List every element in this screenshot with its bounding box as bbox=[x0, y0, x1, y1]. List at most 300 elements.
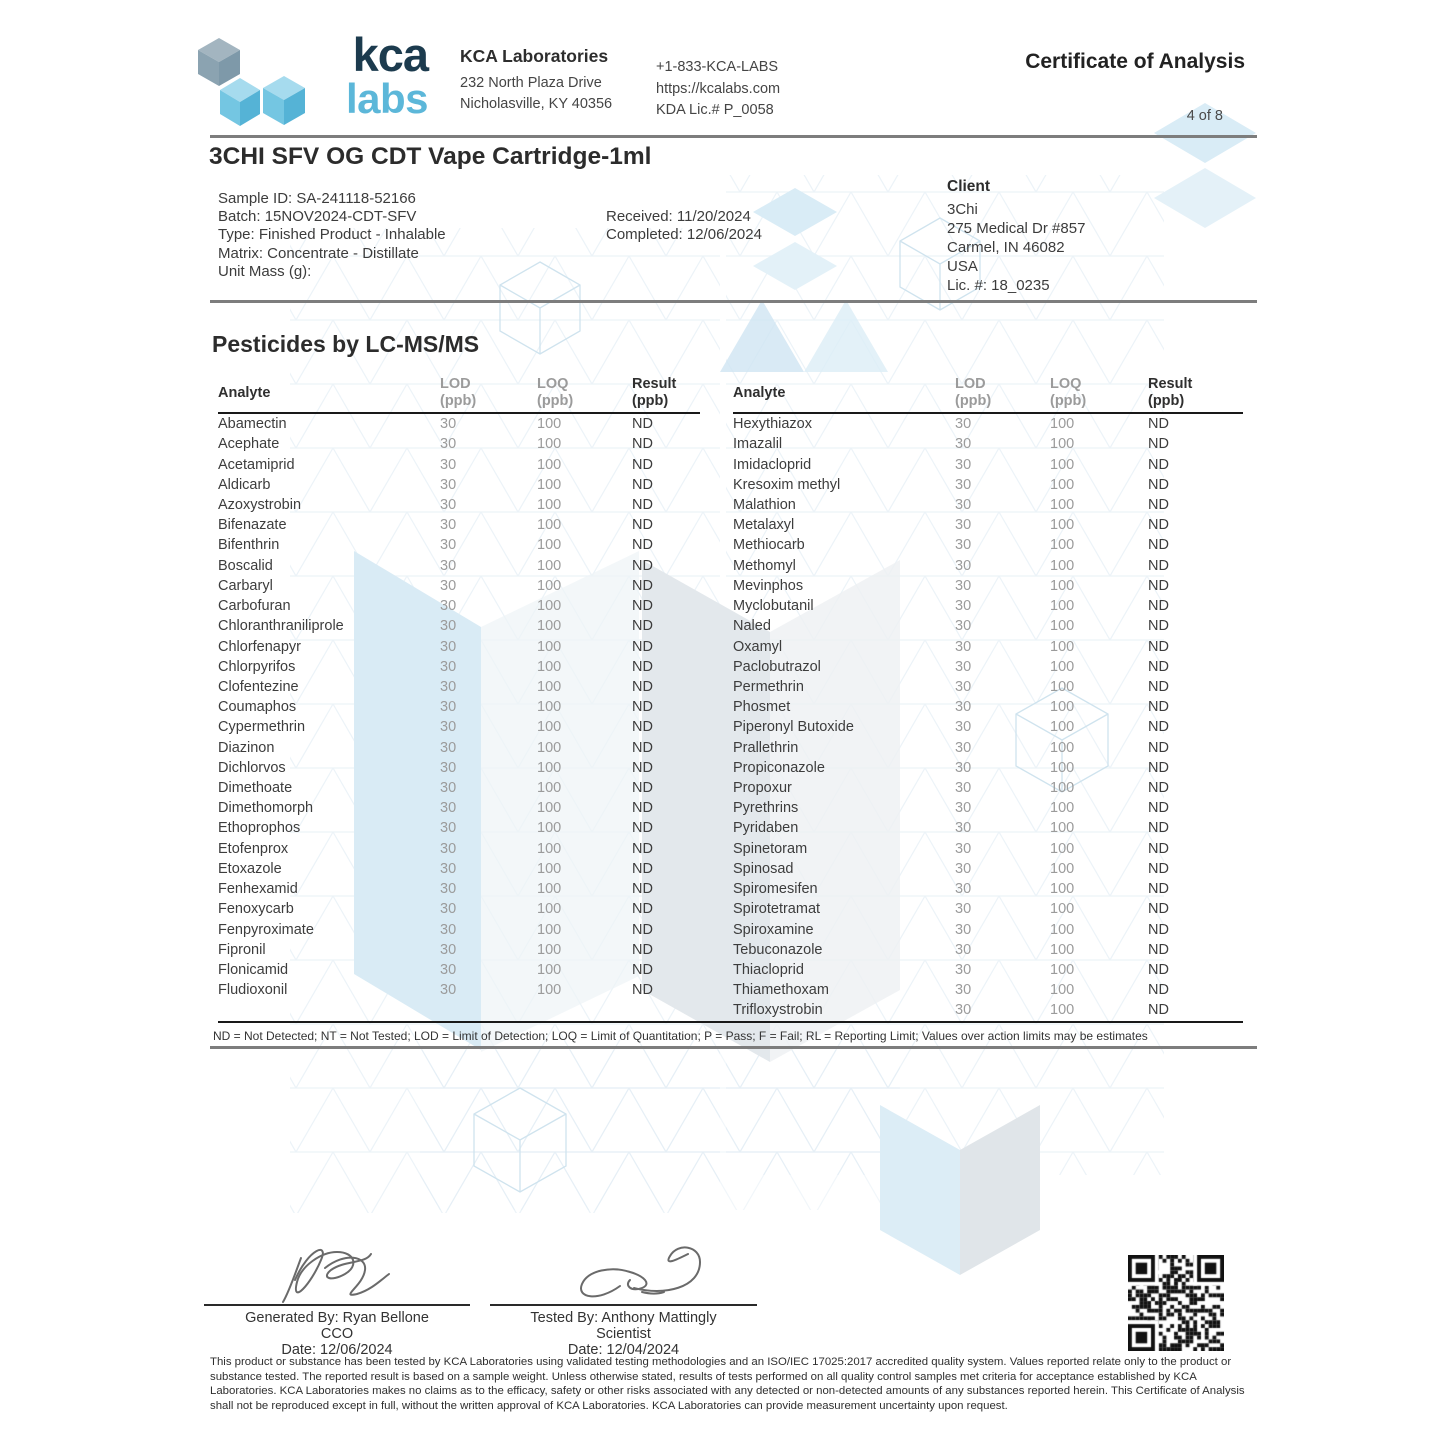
legal-disclaimer: This product or substance has been tested by KCA Laboratories using validated testing methodologies and an ISO/IEC 17025:2017 accredited quality system. Values reported relate only to the product or substance tested. The reported result is based on a sample weight. Unless otherwise stated, results of tests performed on all quality control samples met criteria for acceptance established by KCA Laboratories. KCA Laboratories makes no claims as to the efficacy, safety or other risks associated with any detected or non-detected amounts of any substances reported herein. This Certificate of Analysis shall not be reproduced except in full, without the written approval of KCA Laboratories. KCA Laboratories can provide measurement uncertainty upon request. bbox=[210, 1356, 1245, 1412]
result-value: ND bbox=[1148, 800, 1169, 817]
lod-value: 30 bbox=[955, 921, 972, 938]
table-footnote: ND = Not Detected; NT = Not Tested; LOD = Limit of Detection; LOQ = Limit of Quantitation; P = Pass; F = Fail; RL = Reporting Limit; Values over action limits may be estimates bbox=[213, 1029, 1148, 1043]
table-row bbox=[733, 576, 1243, 596]
result-value: ND bbox=[1148, 496, 1169, 513]
loq-value: 100 bbox=[537, 962, 562, 979]
result-value: ND bbox=[632, 456, 653, 473]
result-value: ND bbox=[1148, 840, 1169, 857]
loq-value: 100 bbox=[1050, 537, 1075, 554]
loq-value: 100 bbox=[1050, 517, 1075, 534]
table-row bbox=[733, 434, 1243, 454]
analyte-name: Spinetoram bbox=[733, 840, 808, 857]
result-value: ND bbox=[632, 860, 653, 877]
lod-value: 30 bbox=[440, 962, 457, 979]
table-rows-left bbox=[218, 414, 700, 1000]
result-value: ND bbox=[1148, 982, 1169, 999]
analyte-name: Piperonyl Butoxide bbox=[733, 719, 854, 736]
loq-value: 100 bbox=[1050, 820, 1075, 837]
loq-value: 100 bbox=[537, 780, 562, 797]
client-address2: Carmel, IN 46082 bbox=[947, 239, 1065, 256]
loq-value: 100 bbox=[1050, 618, 1075, 635]
result-value: ND bbox=[1148, 436, 1169, 453]
lod-value: 30 bbox=[955, 780, 972, 797]
loq-value: 100 bbox=[1050, 901, 1075, 918]
column-header-result: Result (ppb) bbox=[632, 376, 677, 409]
lod-value: 30 bbox=[955, 678, 972, 695]
result-value: ND bbox=[1148, 962, 1169, 979]
table-row bbox=[218, 778, 700, 798]
generated-by: Generated By: Ryan Bellone bbox=[245, 1310, 429, 1326]
lab-info bbox=[460, 46, 612, 116]
loq-value: 100 bbox=[1050, 881, 1075, 898]
result-value: ND bbox=[632, 496, 653, 513]
lab-website: https://kcalabs.com bbox=[656, 80, 781, 97]
analyte-name: Chloranthraniliprole bbox=[218, 618, 344, 635]
loq-value: 100 bbox=[537, 658, 562, 675]
lab-kda-license: KDA Lic.# P_0058 bbox=[656, 102, 774, 118]
table-row bbox=[733, 839, 1243, 859]
loq-value: 100 bbox=[537, 436, 562, 453]
sample-unit-mass: Unit Mass (g): bbox=[218, 262, 312, 280]
result-value: ND bbox=[1148, 638, 1169, 655]
loq-value: 100 bbox=[1050, 941, 1075, 958]
sample-id: Sample ID: SA-241118-52166 bbox=[218, 190, 416, 207]
analyte-name: Diazinon bbox=[218, 739, 275, 756]
analyte-name: Metalaxyl bbox=[733, 517, 795, 534]
analyte-name: Carbaryl bbox=[218, 577, 273, 594]
lod-value: 30 bbox=[440, 699, 457, 716]
qr-code bbox=[1128, 1255, 1224, 1351]
table-row bbox=[218, 717, 700, 737]
lod-value: 30 bbox=[440, 759, 457, 776]
lod-value: 30 bbox=[440, 496, 457, 513]
analyte-name: Fenoxycarb bbox=[218, 901, 294, 918]
table-row bbox=[733, 1000, 1243, 1020]
table-row bbox=[733, 798, 1243, 818]
loq-value: 100 bbox=[537, 638, 562, 655]
loq-value: 100 bbox=[1050, 840, 1075, 857]
table-row bbox=[218, 576, 700, 596]
column-header-lod: LOD (ppb) bbox=[440, 376, 477, 409]
analyte-name: Pyridaben bbox=[733, 820, 799, 837]
analyte-name: Naled bbox=[733, 618, 771, 635]
document-title: Certificate of Analysis bbox=[1025, 50, 1245, 73]
result-value: ND bbox=[1148, 739, 1169, 756]
table-row bbox=[218, 697, 700, 717]
table-row bbox=[218, 657, 700, 677]
product-title: 3CHI SFV OG CDT Vape Cartridge-1ml bbox=[209, 143, 652, 170]
lod-value: 30 bbox=[440, 982, 457, 999]
loq-value: 100 bbox=[1050, 699, 1075, 716]
lod-value: 30 bbox=[440, 719, 457, 736]
column-header-analyte: Analyte bbox=[733, 384, 786, 401]
loq-value: 100 bbox=[537, 820, 562, 837]
table-header bbox=[218, 370, 700, 414]
loq-value: 100 bbox=[1050, 557, 1075, 574]
table-row bbox=[733, 879, 1243, 899]
logo-cubes-icon bbox=[196, 36, 308, 131]
analyte-name: Etofenprox bbox=[218, 840, 289, 857]
result-value: ND bbox=[632, 577, 653, 594]
loq-value: 100 bbox=[537, 577, 562, 594]
kca-labs-logo bbox=[310, 28, 428, 122]
loq-value: 100 bbox=[537, 476, 562, 493]
lab-address-line2: Nicholasville, KY 40356 bbox=[460, 96, 613, 112]
result-value: ND bbox=[1148, 476, 1169, 493]
table-row bbox=[733, 495, 1243, 515]
page-number: 4 of 8 bbox=[1186, 108, 1223, 124]
lod-value: 30 bbox=[440, 517, 457, 534]
loq-value: 100 bbox=[537, 517, 562, 534]
loq-value: 100 bbox=[537, 739, 562, 756]
lod-value: 30 bbox=[440, 780, 457, 797]
result-value: ND bbox=[632, 881, 653, 898]
table-row bbox=[218, 818, 700, 838]
result-value: ND bbox=[1148, 658, 1169, 675]
result-value: ND bbox=[1148, 577, 1169, 594]
sample-type: Type: Finished Product - Inhalable bbox=[218, 226, 446, 244]
loq-value: 100 bbox=[1050, 962, 1075, 979]
client-country: USA bbox=[947, 258, 978, 275]
lod-value: 30 bbox=[955, 416, 972, 433]
lod-value: 30 bbox=[955, 496, 972, 513]
table-row bbox=[733, 475, 1243, 495]
lod-value: 30 bbox=[440, 456, 457, 473]
result-value: ND bbox=[632, 517, 653, 534]
lod-value: 30 bbox=[955, 860, 972, 877]
lod-value: 30 bbox=[440, 881, 457, 898]
lod-value: 30 bbox=[955, 658, 972, 675]
table-row bbox=[218, 636, 700, 656]
analyte-name: Imazalil bbox=[733, 436, 783, 453]
analyte-name: Coumaphos bbox=[218, 699, 297, 716]
lod-value: 30 bbox=[955, 759, 972, 776]
result-value: ND bbox=[632, 537, 653, 554]
table-row bbox=[218, 758, 700, 778]
table-row bbox=[733, 556, 1243, 576]
lod-value: 30 bbox=[440, 436, 457, 453]
table-row bbox=[218, 919, 700, 939]
analyte-name: Clofentezine bbox=[218, 678, 299, 695]
loq-value: 100 bbox=[1050, 860, 1075, 877]
loq-value: 100 bbox=[537, 840, 562, 857]
analyte-name: Myclobutanil bbox=[733, 598, 814, 615]
result-value: ND bbox=[1148, 881, 1169, 898]
result-value: ND bbox=[632, 719, 653, 736]
lod-value: 30 bbox=[440, 537, 457, 554]
analyte-name: Azoxystrobin bbox=[218, 496, 302, 513]
table-bottom-border bbox=[218, 1021, 1243, 1023]
lab-address-line1: 232 North Plaza Drive bbox=[460, 74, 602, 91]
analyte-name: Hexythiazox bbox=[733, 416, 812, 433]
loq-value: 100 bbox=[537, 496, 562, 513]
signature-line bbox=[490, 1304, 757, 1306]
lod-value: 30 bbox=[440, 638, 457, 655]
table-row bbox=[218, 434, 700, 454]
lod-value: 30 bbox=[955, 800, 972, 817]
loq-value: 100 bbox=[537, 416, 562, 433]
analyte-name: Kresoxim methyl bbox=[733, 476, 841, 493]
result-value: ND bbox=[632, 678, 653, 695]
signature-line bbox=[204, 1304, 470, 1306]
loq-value: 100 bbox=[1050, 416, 1075, 433]
result-value: ND bbox=[1148, 537, 1169, 554]
lod-value: 30 bbox=[440, 901, 457, 918]
table-row bbox=[733, 980, 1243, 1000]
result-value: ND bbox=[632, 800, 653, 817]
loq-value: 100 bbox=[1050, 780, 1075, 797]
signature-generated-icon bbox=[237, 1240, 437, 1304]
loq-value: 100 bbox=[537, 800, 562, 817]
analyte-name: Thiamethoxam bbox=[733, 982, 829, 999]
analyte-name: Permethrin bbox=[733, 678, 804, 695]
completed-date: Completed: 12/06/2024 bbox=[606, 226, 762, 244]
result-value: ND bbox=[1148, 719, 1169, 736]
lod-value: 30 bbox=[955, 982, 972, 999]
table-row bbox=[218, 616, 700, 636]
loq-value: 100 bbox=[537, 719, 562, 736]
result-value: ND bbox=[632, 840, 653, 857]
lod-value: 30 bbox=[955, 840, 972, 857]
analyte-name: Methiocarb bbox=[733, 537, 805, 554]
sample-matrix: Matrix: Concentrate - Distillate bbox=[218, 244, 419, 262]
analyte-name: Methomyl bbox=[733, 557, 796, 574]
result-value: ND bbox=[632, 598, 653, 615]
result-value: ND bbox=[632, 658, 653, 675]
result-value: ND bbox=[632, 476, 653, 493]
lod-value: 30 bbox=[955, 577, 972, 594]
table-row bbox=[218, 495, 700, 515]
table-row bbox=[218, 859, 700, 879]
result-value: ND bbox=[1148, 860, 1169, 877]
section-title: Pesticides by LC-MS/MS bbox=[212, 331, 480, 357]
table-row bbox=[218, 677, 700, 697]
table-row bbox=[218, 596, 700, 616]
result-value: ND bbox=[1148, 1002, 1169, 1019]
table-row bbox=[733, 636, 1243, 656]
analyte-name: Chlorpyrifos bbox=[218, 658, 296, 675]
signature-block-generated bbox=[204, 1240, 470, 1358]
table-row bbox=[218, 940, 700, 960]
table-row bbox=[733, 414, 1243, 434]
lod-value: 30 bbox=[440, 820, 457, 837]
loq-value: 100 bbox=[1050, 658, 1075, 675]
table-header bbox=[733, 370, 1243, 414]
loq-value: 100 bbox=[1050, 982, 1075, 999]
sample-dates bbox=[606, 208, 762, 244]
table-rows-right bbox=[733, 414, 1243, 1021]
lod-value: 30 bbox=[955, 537, 972, 554]
loq-value: 100 bbox=[1050, 456, 1075, 473]
loq-value: 100 bbox=[537, 699, 562, 716]
result-value: ND bbox=[632, 820, 653, 837]
loq-value: 100 bbox=[537, 557, 562, 574]
lod-value: 30 bbox=[440, 921, 457, 938]
lod-value: 30 bbox=[955, 1002, 972, 1019]
logo-kca-text: kca bbox=[352, 28, 428, 81]
loq-value: 100 bbox=[1050, 1002, 1075, 1019]
column-header-loq: LOQ (ppb) bbox=[1050, 376, 1087, 409]
loq-value: 100 bbox=[1050, 436, 1075, 453]
table-row bbox=[733, 859, 1243, 879]
lod-value: 30 bbox=[955, 638, 972, 655]
loq-value: 100 bbox=[537, 598, 562, 615]
result-value: ND bbox=[632, 436, 653, 453]
result-value: ND bbox=[1148, 618, 1169, 635]
table-row bbox=[218, 414, 700, 434]
result-value: ND bbox=[1148, 517, 1169, 534]
loq-value: 100 bbox=[1050, 577, 1075, 594]
analyte-name: Bifenazate bbox=[218, 517, 287, 534]
lod-value: 30 bbox=[440, 678, 457, 695]
analyte-name: Trifloxystrobin bbox=[733, 1002, 823, 1019]
lod-value: 30 bbox=[440, 557, 457, 574]
analyte-name: Chlorfenapyr bbox=[218, 638, 302, 655]
loq-value: 100 bbox=[537, 921, 562, 938]
loq-value: 100 bbox=[537, 456, 562, 473]
table-row bbox=[218, 515, 700, 535]
lod-value: 30 bbox=[955, 476, 972, 493]
analyte-name: Tebuconazole bbox=[733, 941, 823, 958]
table-row bbox=[733, 738, 1243, 758]
lab-name: KCA Laboratories bbox=[460, 46, 609, 66]
analyte-name: Malathion bbox=[733, 496, 796, 513]
loq-value: 100 bbox=[1050, 598, 1075, 615]
client-info bbox=[947, 177, 1085, 295]
table-row bbox=[733, 515, 1243, 535]
loq-value: 100 bbox=[1050, 719, 1075, 736]
result-value: ND bbox=[1148, 780, 1169, 797]
analyte-name: Mevinphos bbox=[733, 577, 804, 594]
table-row bbox=[733, 960, 1243, 980]
analyte-name: Paclobutrazol bbox=[733, 658, 821, 675]
column-header-loq: LOQ (ppb) bbox=[537, 376, 574, 409]
lod-value: 30 bbox=[955, 699, 972, 716]
result-value: ND bbox=[632, 557, 653, 574]
loq-value: 100 bbox=[537, 881, 562, 898]
table-row bbox=[218, 960, 700, 980]
lod-value: 30 bbox=[955, 719, 972, 736]
result-value: ND bbox=[632, 962, 653, 979]
result-value: ND bbox=[1148, 941, 1169, 958]
result-value: ND bbox=[1148, 820, 1169, 837]
result-value: ND bbox=[632, 618, 653, 635]
pesticides-table-left bbox=[218, 370, 700, 1000]
lab-contact bbox=[656, 57, 780, 122]
table-row bbox=[218, 738, 700, 758]
analyte-name: Acephate bbox=[218, 436, 280, 453]
loq-value: 100 bbox=[537, 860, 562, 877]
logo-labs-text: labs bbox=[345, 75, 428, 122]
result-value: ND bbox=[1148, 598, 1169, 615]
table-row bbox=[733, 919, 1243, 939]
analyte-name: Pyrethrins bbox=[733, 800, 799, 817]
table-row bbox=[218, 454, 700, 474]
lod-value: 30 bbox=[440, 840, 457, 857]
table-row bbox=[218, 879, 700, 899]
analyte-name: Acetamiprid bbox=[218, 456, 295, 473]
analyte-name: Ethoprophos bbox=[218, 820, 301, 837]
lod-value: 30 bbox=[440, 739, 457, 756]
analyte-name: Flonicamid bbox=[218, 962, 289, 979]
table-row bbox=[218, 798, 700, 818]
signature-block-tested bbox=[490, 1240, 757, 1358]
analyte-name: Thiacloprid bbox=[733, 962, 804, 979]
result-value: ND bbox=[632, 780, 653, 797]
sample-divider bbox=[210, 300, 1257, 303]
result-value: ND bbox=[632, 638, 653, 655]
result-value: ND bbox=[632, 982, 653, 999]
result-value: ND bbox=[1148, 699, 1169, 716]
table-row bbox=[733, 717, 1243, 737]
loq-value: 100 bbox=[1050, 678, 1075, 695]
loq-value: 100 bbox=[1050, 800, 1075, 817]
footnote-divider bbox=[210, 1046, 1257, 1049]
analyte-name: Fenpyroximate bbox=[218, 921, 314, 938]
analyte-name: Fludioxonil bbox=[218, 982, 288, 999]
table-row bbox=[733, 778, 1243, 798]
analyte-name: Spiroxamine bbox=[733, 921, 814, 938]
table-row bbox=[218, 535, 700, 555]
table-row bbox=[218, 475, 700, 495]
analyte-name: Bifenthrin bbox=[218, 537, 280, 554]
client-address1: 275 Medical Dr #857 bbox=[947, 220, 1086, 237]
signature-tested-icon bbox=[524, 1240, 724, 1304]
analyte-name: Cypermethrin bbox=[218, 719, 306, 736]
result-value: ND bbox=[632, 921, 653, 938]
client-label: Client bbox=[947, 178, 991, 195]
lod-value: 30 bbox=[440, 618, 457, 635]
loq-value: 100 bbox=[1050, 496, 1075, 513]
table-row bbox=[733, 899, 1243, 919]
generated-title: CCO bbox=[320, 1325, 354, 1342]
analyte-name: Spinosad bbox=[733, 860, 794, 877]
client-license: Lic. #: 18_0235 bbox=[947, 277, 1050, 294]
loq-value: 100 bbox=[537, 759, 562, 776]
analyte-name: Etoxazole bbox=[218, 860, 282, 877]
lod-value: 30 bbox=[955, 517, 972, 534]
analyte-name: Fipronil bbox=[218, 941, 266, 958]
table-row bbox=[218, 839, 700, 859]
analyte-name: Fenhexamid bbox=[218, 881, 298, 898]
result-value: ND bbox=[1148, 759, 1169, 776]
lod-value: 30 bbox=[440, 658, 457, 675]
tested-date: Date: 12/04/2024 bbox=[567, 1341, 680, 1358]
table-row bbox=[733, 677, 1243, 697]
result-value: ND bbox=[632, 739, 653, 756]
generated-date: Date: 12/06/2024 bbox=[281, 1341, 393, 1358]
analyte-name: Boscalid bbox=[218, 557, 273, 574]
result-value: ND bbox=[1148, 678, 1169, 695]
analyte-name: Propiconazole bbox=[733, 759, 825, 776]
lod-value: 30 bbox=[955, 618, 972, 635]
lod-value: 30 bbox=[955, 456, 972, 473]
analyte-name: Dimethomorph bbox=[218, 800, 314, 817]
lod-value: 30 bbox=[955, 941, 972, 958]
table-row bbox=[218, 899, 700, 919]
result-value: ND bbox=[1148, 901, 1169, 918]
lod-value: 30 bbox=[955, 598, 972, 615]
loq-value: 100 bbox=[537, 618, 562, 635]
result-value: ND bbox=[632, 901, 653, 918]
loq-value: 100 bbox=[537, 982, 562, 999]
table-row bbox=[733, 616, 1243, 636]
lod-value: 30 bbox=[440, 941, 457, 958]
tested-by: Tested By: Anthony Mattingly bbox=[530, 1310, 717, 1326]
lod-value: 30 bbox=[440, 860, 457, 877]
received-date: Received: 11/20/2024 bbox=[606, 208, 751, 225]
pesticides-table-right bbox=[733, 370, 1243, 1021]
